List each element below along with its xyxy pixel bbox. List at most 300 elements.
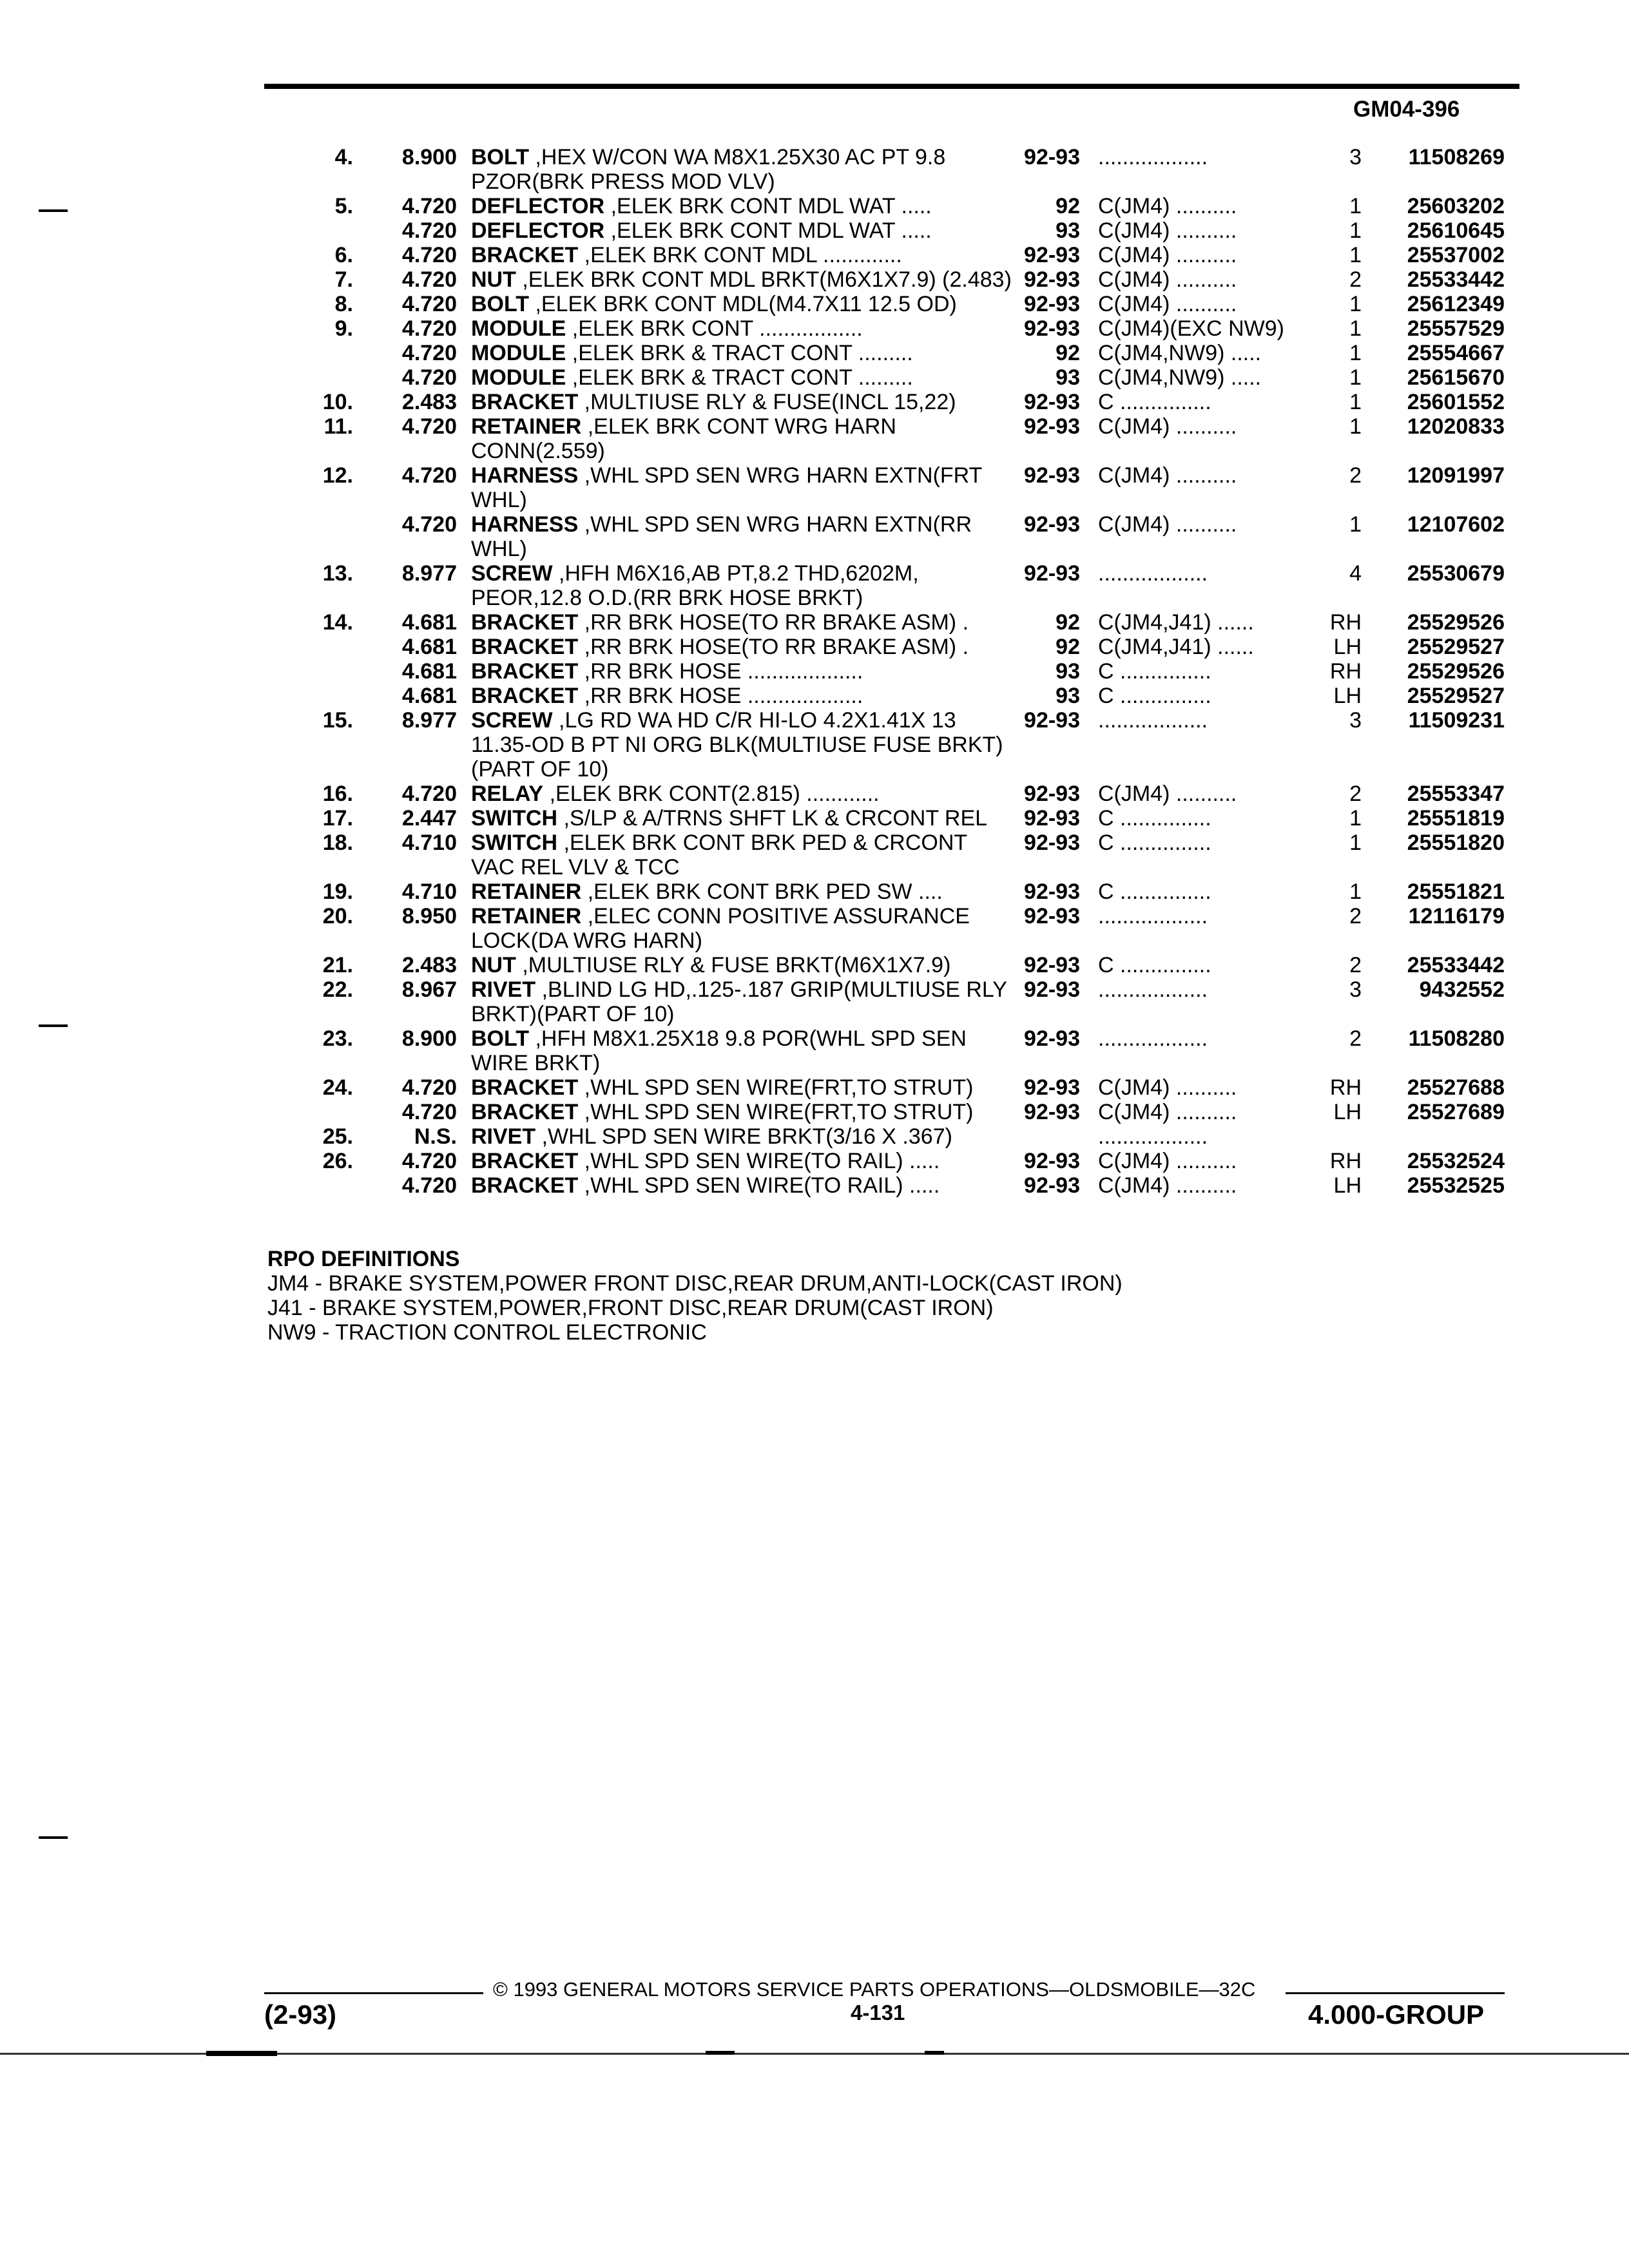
part-name: RETAINER <box>471 879 582 904</box>
part-number-text: 25557529 <box>1407 316 1505 341</box>
item-index-text: 17. <box>322 806 353 831</box>
part-description <box>468 953 1012 977</box>
model-years-text: 92-93 <box>1024 904 1080 928</box>
part-description <box>468 635 1012 659</box>
leader-dots: .................. <box>1098 904 1208 928</box>
group-number-text: 4.720 <box>401 782 457 806</box>
quantity <box>1318 806 1369 831</box>
quantity <box>1318 1075 1369 1100</box>
part-number <box>1369 1026 1505 1075</box>
leader-dots: .......... <box>1170 782 1237 806</box>
part-name: SWITCH <box>471 831 558 855</box>
model-years-text: 92-93 <box>1024 977 1080 1002</box>
quantity <box>1318 635 1369 659</box>
item-index <box>264 145 361 194</box>
item-index-text: 9. <box>334 316 353 341</box>
group-number <box>361 1100 468 1124</box>
part-number-text: 25530679 <box>1407 561 1505 586</box>
item-index <box>264 831 361 879</box>
group-number <box>361 635 468 659</box>
quantity-text: 1 <box>1349 414 1362 439</box>
leader-dots: ......... <box>852 365 913 390</box>
leader-dots: ......... <box>852 341 913 365</box>
part-description <box>468 782 1012 806</box>
scan-mark <box>39 1024 68 1027</box>
quantity <box>1318 1149 1369 1173</box>
part-description <box>468 977 1012 1026</box>
leader-dots: ..... <box>903 1149 940 1173</box>
rpo-item-jm4: JM4 - BRAKE SYSTEM,POWER FRONT DISC,REAR DRUM,ANTI-LOCK(CAST IRON) <box>267 1271 1123 1296</box>
top-rule <box>264 84 1519 89</box>
quantity-text: 1 <box>1349 390 1362 414</box>
leader-dots: .................. <box>1098 1026 1208 1051</box>
model-years <box>1012 463 1089 512</box>
date-code: (2-93) <box>264 1999 337 2030</box>
part-name: RETAINER <box>471 414 582 439</box>
part-description <box>468 561 1012 610</box>
usage-code <box>1089 708 1318 782</box>
part-name: MODULE <box>471 365 566 390</box>
model-years <box>1012 879 1089 904</box>
part-name: BRACKET <box>471 390 579 414</box>
model-years-text: 92-93 <box>1024 463 1080 488</box>
group-number <box>361 879 468 904</box>
leader-dots: .......... <box>1170 1100 1237 1124</box>
quantity-text: 1 <box>1349 341 1362 365</box>
part-name: BRACKET <box>471 1075 579 1100</box>
group-number <box>361 463 468 512</box>
leader-dots: ............... <box>1113 659 1211 684</box>
model-years <box>1012 806 1089 831</box>
part-description <box>468 267 1012 292</box>
part-number <box>1369 904 1505 953</box>
leader-dots: ............... <box>1113 684 1211 708</box>
part-detail: ,RR BRK HOSE <box>578 684 742 708</box>
group-number-text: 4.720 <box>401 1149 457 1173</box>
quantity-text: 2 <box>1349 463 1362 488</box>
table-row <box>264 684 1505 708</box>
part-number-text: 25603202 <box>1407 194 1505 218</box>
table-row <box>264 512 1505 561</box>
model-years <box>1012 610 1089 635</box>
usage-code-text: C(JM4) <box>1098 267 1170 292</box>
usage-code <box>1089 365 1318 390</box>
model-years <box>1012 904 1089 953</box>
group-number-text: 4.681 <box>401 635 457 659</box>
part-name: DEFLECTOR <box>471 194 605 218</box>
leader-dots: ..... <box>1224 365 1262 390</box>
part-detail: ,MULTIUSE RLY & FUSE(INCL 15,22) <box>578 390 956 414</box>
part-description <box>468 1124 1012 1149</box>
model-years-text: 92-93 <box>1024 782 1080 806</box>
table-row <box>264 1124 1505 1149</box>
part-detail: ,ELEK BRK CONT MDL BRKT(M6X1X7.9) (2.483) <box>516 267 1012 292</box>
group-code: 4.000-GROUP <box>1308 1999 1485 2030</box>
item-index-text: 10. <box>322 390 353 414</box>
part-description <box>468 463 1012 512</box>
part-detail: ,ELEK BRK CONT <box>566 316 753 341</box>
leader-dots: ................... <box>741 659 863 684</box>
table-row <box>264 904 1505 953</box>
item-index <box>264 1149 361 1173</box>
item-index-text: 21. <box>322 953 353 977</box>
part-name: BOLT <box>471 1026 530 1051</box>
model-years <box>1012 316 1089 341</box>
group-number-text: N.S. <box>414 1124 457 1149</box>
part-name: SCREW <box>471 561 553 586</box>
model-years <box>1012 1124 1089 1149</box>
part-number-text: 12020833 <box>1407 414 1505 439</box>
quantity <box>1318 708 1369 782</box>
usage-code <box>1089 659 1318 684</box>
part-description <box>468 708 1012 782</box>
quantity-text: LH <box>1333 684 1362 708</box>
table-row <box>264 1173 1505 1198</box>
usage-code <box>1089 1100 1318 1124</box>
quantity-text: RH <box>1329 659 1362 684</box>
quantity <box>1318 243 1369 267</box>
leader-dots: . <box>956 610 969 635</box>
part-name: HARNESS <box>471 512 579 537</box>
item-index-text: 16. <box>322 782 353 806</box>
part-number-text: 11508280 <box>1408 1026 1505 1051</box>
usage-code-text: C(JM4) <box>1098 1173 1170 1198</box>
usage-code-text: C(JM4) <box>1098 292 1170 316</box>
part-description <box>468 879 1012 904</box>
leader-dots: ............... <box>1113 390 1211 414</box>
part-description <box>468 1075 1012 1100</box>
part-name: BOLT <box>471 292 530 316</box>
part-number-text: 11508269 <box>1408 145 1505 169</box>
part-number <box>1369 782 1505 806</box>
item-index <box>264 1075 361 1100</box>
part-number-text: 12107602 <box>1407 512 1505 537</box>
part-number-text: 25532525 <box>1407 1173 1505 1198</box>
part-number <box>1369 684 1505 708</box>
quantity <box>1318 341 1369 365</box>
model-years <box>1012 1149 1089 1173</box>
model-years <box>1012 1026 1089 1075</box>
model-years-text: 93 <box>1055 684 1080 708</box>
part-detail: ,WHL SPD SEN WRG HARN EXTN(FRT WHL) <box>471 463 982 512</box>
quantity-text: 1 <box>1349 365 1362 390</box>
group-number-text: 8.900 <box>401 145 457 169</box>
group-number-text: 4.720 <box>401 218 457 243</box>
group-number-text: 4.720 <box>401 414 457 439</box>
usage-code-text: C <box>1098 953 1114 977</box>
group-number <box>361 684 468 708</box>
group-number-text: 4.720 <box>401 365 457 390</box>
usage-code-text: C(JM4) <box>1098 218 1170 243</box>
table-row <box>264 610 1505 635</box>
part-number <box>1369 977 1505 1026</box>
table-row <box>264 414 1505 463</box>
part-description <box>468 610 1012 635</box>
quantity <box>1318 1124 1369 1149</box>
item-index <box>264 194 361 218</box>
group-number-text: 8.900 <box>401 1026 457 1051</box>
quantity <box>1318 512 1369 561</box>
part-number <box>1369 635 1505 659</box>
part-name: RETAINER <box>471 904 582 928</box>
part-number-text: 25532524 <box>1407 1149 1505 1173</box>
group-number <box>361 414 468 463</box>
quantity <box>1318 904 1369 953</box>
quantity-text: RH <box>1329 1075 1362 1100</box>
part-number-text: 25553347 <box>1407 782 1505 806</box>
part-detail: ,RR BRK HOSE(TO RR BRAKE ASM) <box>578 635 957 659</box>
usage-code <box>1089 267 1318 292</box>
usage-code <box>1089 1124 1318 1149</box>
part-description <box>468 831 1012 879</box>
item-index-text: 13. <box>322 561 353 586</box>
item-index <box>264 977 361 1026</box>
part-name: RIVET <box>471 1124 536 1149</box>
leader-dots: ...... <box>1211 610 1254 635</box>
part-description <box>468 659 1012 684</box>
leader-dots: ............... <box>1113 953 1211 977</box>
group-number <box>361 1075 468 1100</box>
usage-code-text: C(JM4,J41) <box>1098 610 1211 635</box>
part-number <box>1369 463 1505 512</box>
quantity <box>1318 194 1369 218</box>
part-name: BRACKET <box>471 1149 579 1173</box>
page-number: 4-131 <box>851 2001 905 2024</box>
part-number-text: 25533442 <box>1407 267 1505 292</box>
table-row <box>264 341 1505 365</box>
group-number-text: 2.447 <box>401 806 457 831</box>
table-row <box>264 561 1505 610</box>
part-description <box>468 904 1012 953</box>
leader-dots: ................... <box>741 684 863 708</box>
leader-dots: . <box>956 635 969 659</box>
part-detail: ,ELEK BRK CONT(2.815) <box>543 782 800 806</box>
item-index-text: 8. <box>334 292 353 316</box>
part-number-text: 9432552 <box>1419 977 1505 1002</box>
usage-code <box>1089 243 1318 267</box>
model-years-text: 92 <box>1055 635 1080 659</box>
table-row <box>264 194 1505 218</box>
part-detail: ,HFH M8X1.25X18 9.8 POR(WHL SPD SEN WIRE BRKT) <box>471 1026 967 1075</box>
part-description <box>468 243 1012 267</box>
model-years-text: 92-93 <box>1024 1026 1080 1051</box>
model-years <box>1012 635 1089 659</box>
rpo-heading: RPO DEFINITIONS <box>267 1247 460 1271</box>
part-number <box>1369 708 1505 782</box>
quantity <box>1318 365 1369 390</box>
model-years-text: 92-93 <box>1024 561 1080 586</box>
part-number-text: 25529526 <box>1407 610 1505 635</box>
part-number-text: 11509231 <box>1408 708 1505 733</box>
part-detail: ,ELEK BRK & TRACT CONT <box>566 341 853 365</box>
item-index <box>264 512 361 561</box>
model-years-text: 92-93 <box>1024 512 1080 537</box>
part-number <box>1369 610 1505 635</box>
group-number-text: 4.720 <box>401 194 457 218</box>
usage-code <box>1089 977 1318 1026</box>
part-description <box>468 218 1012 243</box>
table-row <box>264 316 1505 341</box>
part-name: BOLT <box>471 145 530 169</box>
part-detail: ,ELEK BRK & TRACT CONT <box>566 365 853 390</box>
model-years-text: 92-93 <box>1024 390 1080 414</box>
usage-code <box>1089 610 1318 635</box>
usage-code-text: C(JM4) <box>1098 243 1170 267</box>
item-index <box>264 414 361 463</box>
leader-dots: ..... <box>903 1173 940 1198</box>
quantity <box>1318 953 1369 977</box>
model-years-text: 92-93 <box>1024 292 1080 316</box>
quantity-text: 4 <box>1349 561 1362 586</box>
model-years <box>1012 708 1089 782</box>
item-index-text: 6. <box>334 243 353 267</box>
usage-code-text: C(JM4,NW9) <box>1098 341 1225 365</box>
item-index <box>264 341 361 365</box>
item-index-text: 19. <box>322 879 353 904</box>
table-row <box>264 218 1505 243</box>
part-number-text: 25551819 <box>1407 806 1505 831</box>
part-number <box>1369 1075 1505 1100</box>
group-number-text: 8.977 <box>401 708 457 733</box>
model-years-text: 92-93 <box>1024 145 1080 169</box>
part-detail: ,WHL SPD SEN WIRE(FRT,TO STRUT) <box>578 1100 974 1124</box>
usage-code <box>1089 316 1318 341</box>
quantity-text: 1 <box>1349 879 1362 904</box>
part-description <box>468 684 1012 708</box>
item-index-text: 4. <box>334 145 353 169</box>
group-number <box>361 316 468 341</box>
part-name: RIVET <box>471 977 536 1002</box>
item-index <box>264 1124 361 1149</box>
model-years <box>1012 977 1089 1026</box>
part-name: NUT <box>471 953 516 977</box>
group-number-text: 4.720 <box>401 463 457 488</box>
item-index <box>264 782 361 806</box>
usage-code-text: C(JM4)(EXC NW9) <box>1098 316 1284 341</box>
usage-code <box>1089 292 1318 316</box>
quantity-text: RH <box>1329 610 1362 635</box>
quantity-text: 2 <box>1349 267 1362 292</box>
part-number-text: 25610645 <box>1407 218 1505 243</box>
usage-code <box>1089 463 1318 512</box>
model-years <box>1012 218 1089 243</box>
group-number <box>361 194 468 218</box>
item-index <box>264 390 361 414</box>
group-number <box>361 341 468 365</box>
quantity <box>1318 145 1369 194</box>
part-detail: ,RR BRK HOSE <box>578 659 742 684</box>
part-detail: ,WHL SPD SEN WIRE(TO RAIL) <box>578 1173 903 1198</box>
part-name: BRACKET <box>471 243 579 267</box>
item-index <box>264 953 361 977</box>
model-years <box>1012 341 1089 365</box>
item-index <box>264 904 361 953</box>
group-number-text: 4.710 <box>401 879 457 904</box>
group-number-text: 4.681 <box>401 610 457 635</box>
part-number <box>1369 414 1505 463</box>
quantity <box>1318 316 1369 341</box>
item-index <box>264 879 361 904</box>
leader-dots: ................. <box>753 316 863 341</box>
part-name: HARNESS <box>471 463 579 488</box>
model-years-text: 92-93 <box>1024 953 1080 977</box>
part-number <box>1369 806 1505 831</box>
item-index-text: 7. <box>334 267 353 292</box>
usage-code <box>1089 879 1318 904</box>
item-index-text: 24. <box>322 1075 353 1100</box>
part-number <box>1369 292 1505 316</box>
model-years <box>1012 194 1089 218</box>
leader-dots: .......... <box>1170 218 1237 243</box>
footer-line-right <box>1286 1992 1505 1994</box>
item-index <box>264 218 361 243</box>
group-number <box>361 708 468 782</box>
part-number-text: 25533442 <box>1407 953 1505 977</box>
table-row <box>264 708 1505 782</box>
usage-code <box>1089 390 1318 414</box>
part-name: BRACKET <box>471 659 579 684</box>
group-number <box>361 806 468 831</box>
table-row <box>264 1026 1505 1075</box>
usage-code-text: C <box>1098 806 1114 831</box>
part-number-text: 25527688 <box>1407 1075 1505 1100</box>
part-number <box>1369 953 1505 977</box>
part-number-text: 25529527 <box>1407 635 1505 659</box>
group-number <box>361 292 468 316</box>
item-index-text: 12. <box>322 463 353 488</box>
model-years <box>1012 267 1089 292</box>
scan-mark <box>39 209 68 212</box>
usage-code-text: C <box>1098 659 1114 684</box>
quantity-text: 1 <box>1349 218 1362 243</box>
group-number <box>361 831 468 879</box>
quantity-text: LH <box>1333 1173 1362 1198</box>
part-detail: ,ELEK BRK CONT BRK PED & CRCONT VAC REL VLV & TCC <box>471 831 967 879</box>
leader-dots: ...... <box>1211 635 1254 659</box>
quantity <box>1318 292 1369 316</box>
quantity <box>1318 831 1369 879</box>
table-row <box>264 267 1505 292</box>
item-index-text: 15. <box>322 708 353 733</box>
group-number <box>361 1173 468 1198</box>
group-number-text: 4.720 <box>401 243 457 267</box>
part-detail: ,ELEK BRK CONT MDL(M4.7X11 12.5 OD) <box>529 292 957 316</box>
quantity-text: 3 <box>1349 708 1362 733</box>
part-number <box>1369 879 1505 904</box>
model-years-text: 92-93 <box>1024 831 1080 855</box>
part-name: MODULE <box>471 316 566 341</box>
part-description <box>468 1026 1012 1075</box>
model-years <box>1012 365 1089 390</box>
scan-mark <box>206 2051 277 2056</box>
model-years <box>1012 292 1089 316</box>
part-number <box>1369 243 1505 267</box>
part-number <box>1369 365 1505 390</box>
group-number-text: 4.720 <box>401 1173 457 1198</box>
usage-code <box>1089 831 1318 879</box>
model-years-text: 92-93 <box>1024 267 1080 292</box>
item-index <box>264 610 361 635</box>
usage-code <box>1089 341 1318 365</box>
group-number-text: 4.720 <box>401 292 457 316</box>
item-index <box>264 1173 361 1198</box>
leader-dots: .......... <box>1170 194 1237 218</box>
leader-dots: .................. <box>1098 1124 1208 1149</box>
part-number <box>1369 1100 1505 1124</box>
part-detail: ,S/LP & A/TRNS SHFT LK & CRCONT REL <box>557 806 988 831</box>
model-years-text: 92 <box>1055 194 1080 218</box>
usage-code <box>1089 782 1318 806</box>
